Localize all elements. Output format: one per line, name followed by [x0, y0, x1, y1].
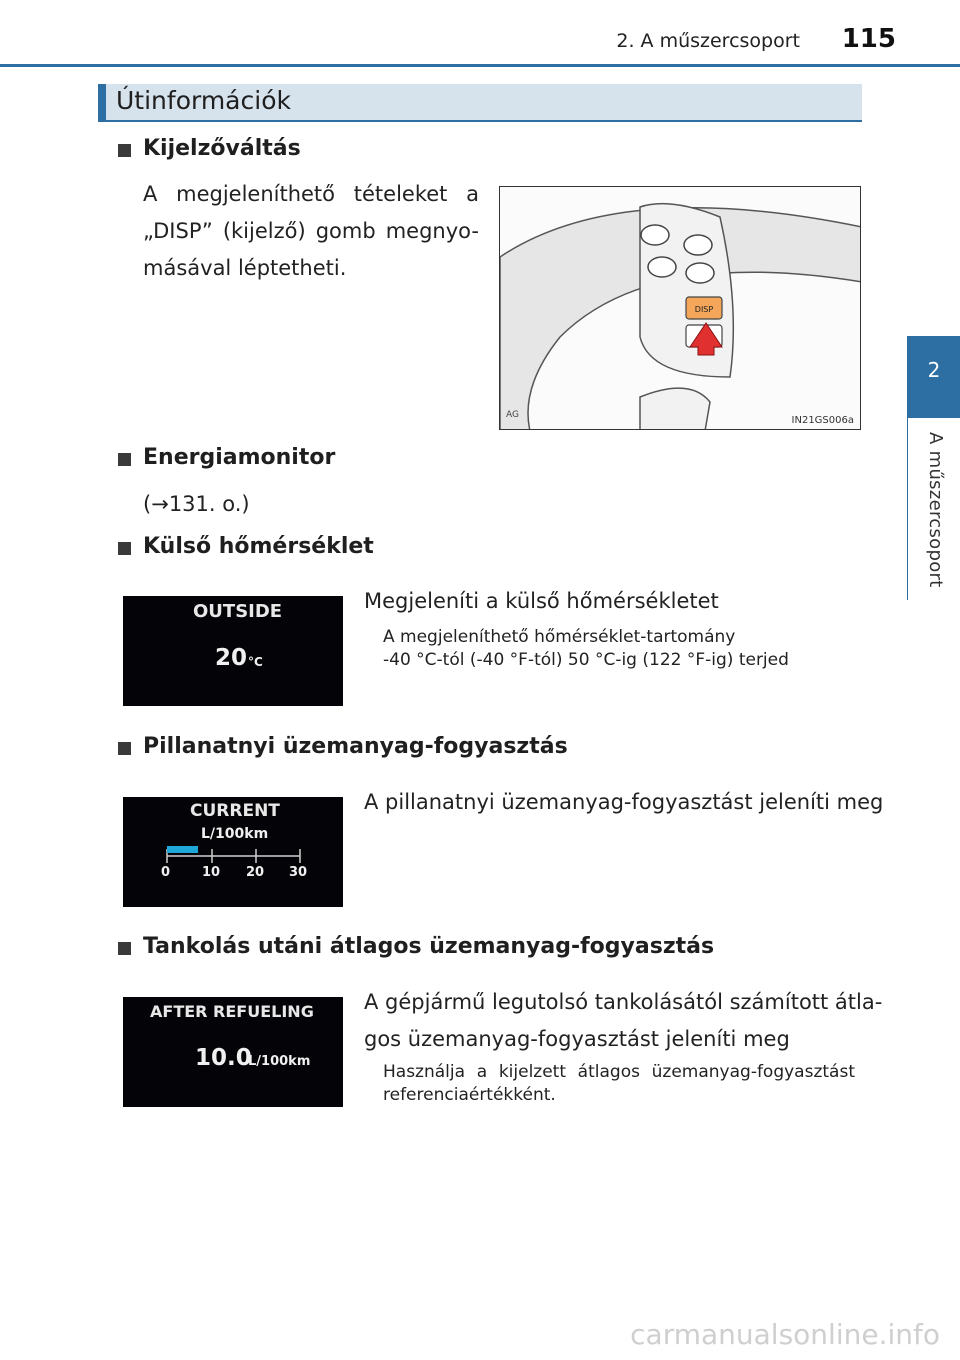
disp-button-label: DISP: [694, 305, 714, 314]
screen-unit: °C: [248, 655, 263, 669]
bullet-square-icon: [118, 144, 131, 157]
gauge-tick: 20: [246, 865, 265, 880]
screen-value: 10.0: [195, 1045, 252, 1071]
ref-close: ): [241, 492, 250, 516]
note-line: A megjeleníthető hőmérséklet-tartomány: [383, 627, 736, 647]
side-tab-label: A műszercsoport: [925, 432, 946, 588]
gauge-tick: 30: [289, 865, 308, 880]
page-reference: 131. o.: [168, 492, 242, 516]
energy-monitor-ref[interactable]: [143, 492, 250, 516]
heading-display-switch: Kijelzőváltás: [143, 136, 301, 161]
figure-id: IN21GS006a: [791, 415, 854, 426]
arrow-right-icon: →: [151, 492, 169, 516]
text-line: A megjeleníthető tételeket a: [143, 182, 479, 206]
ref-open: (: [143, 492, 152, 516]
header-rule: [0, 64, 960, 67]
screen-title: CURRENT: [190, 801, 280, 821]
after-refueling-note: [383, 1061, 855, 1107]
text-line: gos üzemanyag-fogyasztást jeleníti meg: [364, 1027, 790, 1051]
display-switch-text: [143, 176, 479, 287]
outside-temp-screen: [123, 596, 343, 706]
watermark[interactable]: carmanualsonline.info: [630, 1318, 940, 1351]
screen-title: OUTSIDE: [193, 601, 283, 622]
gauge-bar-fill: [167, 846, 198, 853]
header-chapter: 2. A műszercsoport: [616, 30, 800, 52]
screen-unit: L/100km: [248, 1054, 311, 1069]
heading-energy-monitor: Energiamonitor: [143, 445, 336, 470]
note-line: -40 °C-tól (-40 °F-tól) 50 °C-ig (122 °F-ig) terjed: [383, 650, 789, 670]
consumption-bar-gauge: [123, 797, 343, 907]
heading-after-refueling: Tankolás utáni átlagos üzemanyag-fogyasztás: [143, 934, 715, 959]
outside-temp-text: Megjeleníti a külső hőmérsékletet: [364, 589, 719, 613]
screen-title: AFTER REFUELING: [150, 1002, 314, 1021]
gauge-tick: 0: [161, 865, 171, 880]
svg-text:AG: AG: [506, 410, 519, 420]
screen-value: 20: [215, 645, 248, 671]
section-title: Útinformációk: [116, 86, 291, 115]
bullet-square-icon: [118, 453, 131, 466]
screen-unit: L/100km: [201, 826, 269, 842]
note-line: referenciaértékként.: [383, 1085, 556, 1105]
after-refueling-screen: [123, 997, 343, 1107]
bullet-square-icon: [118, 942, 131, 955]
steering-wheel-figure: [499, 186, 861, 430]
page-number: 115: [841, 24, 896, 54]
heading-outside-temp: Külső hőmérséklet: [143, 534, 374, 559]
current-consumption-screen: [123, 797, 343, 907]
bullet-square-icon: [118, 742, 131, 755]
steering-wheel-drawing: [500, 187, 861, 430]
heading-current-consumption: Pillanatnyi üzemanyag-fogyasztás: [143, 734, 568, 759]
note-line: Használja a kijelzett átlagos üzemanyag-fogyasztást: [383, 1062, 855, 1082]
text-line: „DISP” (kijelző) gomb megnyo-: [143, 219, 479, 243]
outside-temp-note: [383, 626, 789, 672]
text-line: másával léptetheti.: [143, 256, 347, 280]
side-tab-number: 2: [927, 358, 941, 382]
gauge-tick: 10: [202, 865, 221, 880]
current-consumption-text: A pillanatnyi üzemanyag-fogyasztást jeleníti meg: [364, 790, 884, 814]
after-refueling-text: [364, 984, 882, 1058]
text-line: A gépjármű legutolsó tankolásától számított átla-: [364, 990, 883, 1014]
bullet-square-icon: [118, 542, 131, 555]
